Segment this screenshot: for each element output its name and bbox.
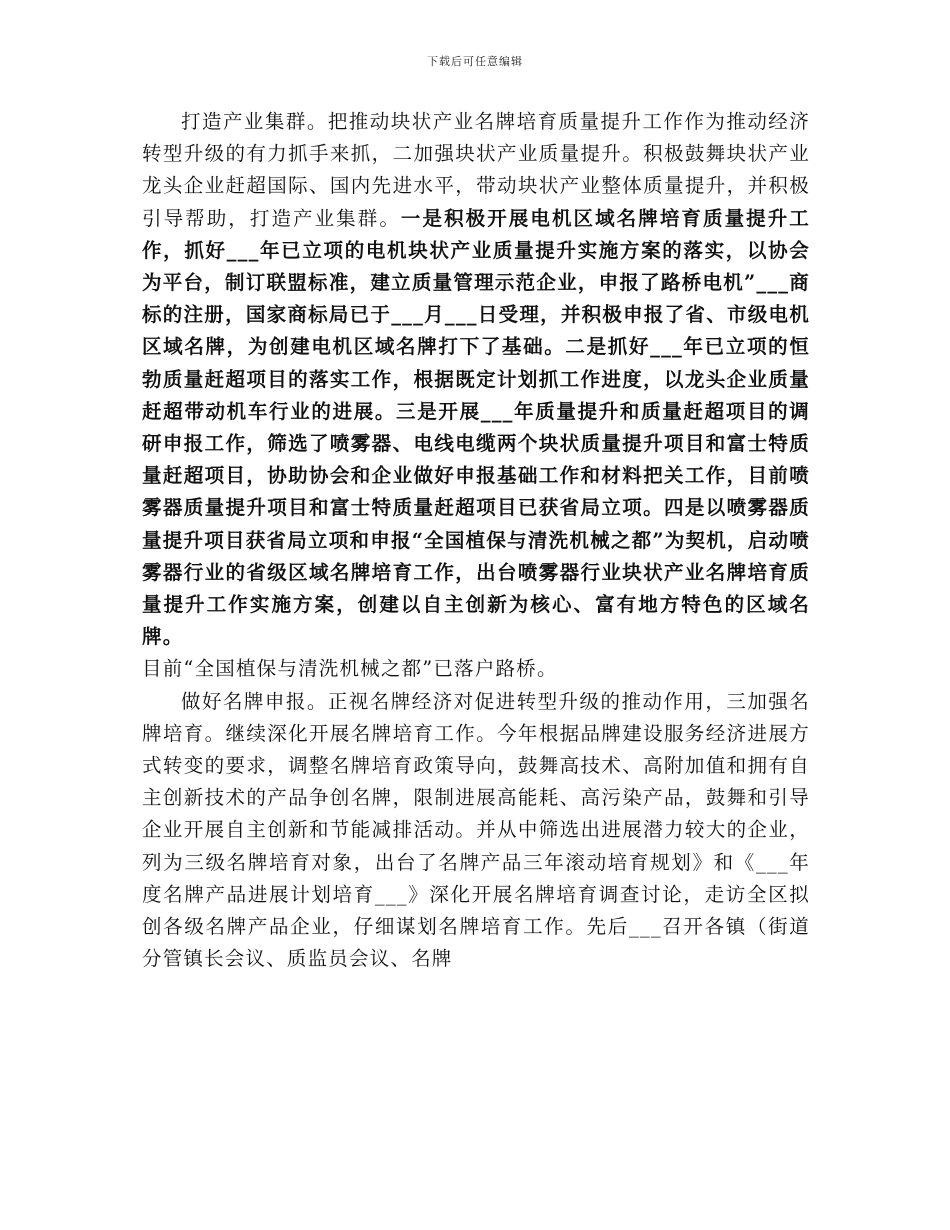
paragraph-tail-text: 目前“全国植保与清洗机械之都”已落户路桥。 (142, 657, 558, 681)
paragraph-lead-text: 做好名牌申报。正视名牌经济对促进转型升级的推动作用，三加强名牌培育。继续深化开展名牌培育工作。今年根据品牌建设服务经济进展方式转变的要求，调整名牌培育政策导向，鼓舞高技术、高附加值和拥有自主创新技术的产品争创名牌，限制进展高能耗、高污染产品，鼓舞和引导企业开展自主创新和节能减排活动。并从中筛选出进展潜力较大的企业，列为三级名牌培育对象，出台了名牌产品三年滚动培育规划》和《___年度名牌产品进展计划培育___》深化开展名牌培育调查讨论，走访全区拟创各级名牌产品企业，仔细谋划名牌培育工作。先后___召开各镇（街道分管镇长会议、质监员会议、名牌 (142, 689, 810, 971)
paragraph-bold-text: 一是积极开展电机区域名牌培育质量提升工作，抓好___年已立项的电机块状产业质量提升实施方案的落实，以协会为平台，制订联盟标准，建立质量管理示范企业，申报了路桥电机”___商标的注册，国家商标局已于___月___日受理，并积极申报了省、市级电机区域名牌，为创建电机区域名牌打下了基础。二是抓好___年已立项的恒勃质量赶超项目的落实工作，根据既定计划抓工作进度，以龙头企业质量赶超带动机车行业的进展。三是开展___年质量提升和质量赶超项目的调研申报工作，筛选了喷雾器、电线电缆两个块状质量提升项目和富士特质量赶超项目，协助协会和企业做好申报基础工作和材料把关工作，目前喷雾器质量提升项目和富士特质量赶超项目已获省局立项。四是以喷雾器质量提升项目获省局立项和申报“全国植保与清洗机械之都”为契机，启动喷雾器行业的省级区域名牌培育工作，出台喷雾器行业块状产业名牌培育质量提升工作实施方案，创建以自主创新为核心、富有地方特色的区域名牌。 (142, 206, 810, 649)
paragraph-lead-text: 打造产业集群。把推动块状产业名牌培育质量提升工作作为推动经济转型升级的有力抓手来抓，二加强块状产业质量提升。积极鼓舞块状产业龙头企业赶超国际、国内先进水平，带动块状产业整体质量提升，并积极引导帮助，打造产业集群。 (142, 110, 810, 230)
document-body (142, 106, 810, 975)
paragraph-industry-cluster (142, 106, 810, 686)
page-header: 下载后可任意编辑 (427, 55, 523, 68)
paragraph-brand-application (142, 686, 810, 976)
